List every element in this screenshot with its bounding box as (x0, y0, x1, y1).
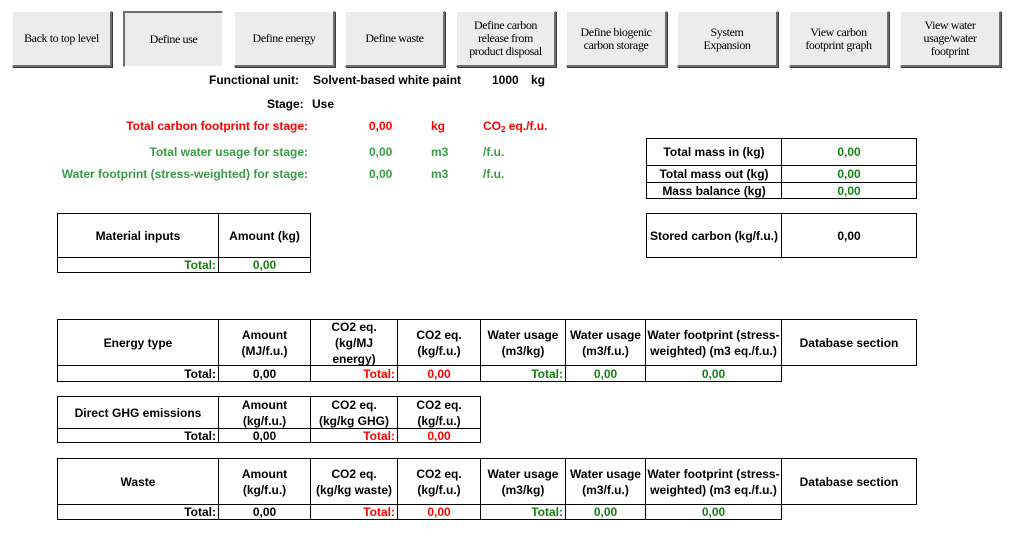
define-waste-button[interactable]: Define waste (345, 11, 445, 67)
energy-total-co2: 0,00 (397, 365, 481, 382)
waste-water-usage-header: Water usage (m3/f.u.) (565, 458, 646, 505)
energy-total-water-label: Total: (480, 365, 566, 382)
stored-carbon-label: Stored carbon (kg/f.u.) (646, 213, 782, 258)
waste-database-section-header: Database section (781, 458, 917, 505)
water-usage-value: 0,00 (369, 145, 393, 159)
water-usage-unit: m3 (431, 145, 449, 159)
energy-total-label: Total: (57, 365, 219, 382)
water-footprint-label: Water footprint (stress-weighted) for stage: (61, 167, 308, 181)
waste-amount-header: Amount (kg/f.u.) (218, 458, 311, 505)
energy-water-usage-factor-header: Water usage (m3/kg) (480, 319, 566, 366)
waste-co2-header: CO2 eq. (kg/f.u.) (397, 458, 481, 505)
energy-water-footprint-header: Water footprint (stress- weighted) (m3 eq./f.u.) (645, 319, 782, 366)
waste-total-co2-label: Total: (310, 504, 398, 520)
total-mass-out-value: 0,00 (781, 165, 917, 183)
functional-unit-label: Functional unit: (209, 73, 299, 87)
ghg-total-amount: 0,00 (218, 428, 311, 443)
mass-balance-value: 0,00 (781, 182, 917, 199)
energy-database-section-header: Database section (781, 319, 917, 366)
water-footprint-unit: m3 (431, 167, 449, 181)
energy-total-co2-label: Total: (310, 365, 398, 382)
waste-total-label: Total: (57, 504, 219, 520)
stage-value: Use (312, 97, 335, 111)
water-usage-per: /f.u. (483, 145, 505, 159)
functional-unit-product: Solvent-based white paint (313, 73, 462, 87)
ghg-emissions-header: Direct GHG emissions (57, 396, 219, 429)
waste-total-water: 0,00 (565, 504, 646, 520)
material-total-value: 0,00 (218, 257, 311, 273)
mass-balance-label: Mass balance (kg) (646, 182, 782, 199)
material-amount-header: Amount (kg) (218, 213, 311, 258)
ghg-amount-header: Amount (kg/f.u.) (218, 396, 311, 429)
waste-total-water-footprint: 0,00 (645, 504, 782, 520)
define-energy-button[interactable]: Define energy (234, 11, 335, 67)
material-total-label: Total: (57, 257, 219, 273)
ghg-total-co2: 0,00 (397, 428, 481, 443)
back-to-top-level-button[interactable]: Back to top level (12, 11, 112, 67)
functional-unit-quantity: 1000 (492, 73, 519, 87)
carbon-footprint-per: $CO_2$ eq./f.u. (483, 119, 548, 134)
carbon-footprint-label: Total carbon footprint for stage: (126, 119, 308, 133)
energy-total-amount: 0,00 (218, 365, 311, 382)
energy-co2-factor-header: CO2 eq. (kg/MJ energy) (310, 319, 398, 366)
define-carbon-release-button[interactable]: Define carbon release from product disposal (456, 11, 556, 67)
energy-total-water: 0,00 (565, 365, 646, 382)
water-usage-label: Total water usage for stage: (149, 145, 308, 159)
waste-total-co2: 0,00 (397, 504, 481, 520)
water-footprint-per: /f.u. (483, 167, 505, 181)
waste-header: Waste (57, 458, 219, 505)
carbon-footprint-value: 0,00 (369, 119, 393, 133)
energy-water-usage-header: Water usage (m3/f.u.) (565, 319, 646, 366)
view-carbon-footprint-graph-button[interactable]: View carbon footprint graph (789, 11, 889, 67)
energy-total-water-footprint: 0,00 (645, 365, 782, 382)
waste-water-footprint-header: Water footprint (stress- weighted) (m3 eq./f.u.) (645, 458, 782, 505)
view-water-footprint-button[interactable]: View water usage/water footprint (900, 11, 1001, 67)
functional-unit-unit: kg (531, 73, 546, 87)
total-mass-in-label: Total mass in (kg) (646, 138, 782, 166)
ghg-co2-factor-header: CO2 eq. (kg/kg GHG) (310, 396, 398, 429)
energy-type-header: Energy type (57, 319, 219, 366)
define-use-button[interactable]: Define use (123, 11, 223, 67)
waste-co2-factor-header: CO2 eq. (kg/kg waste) (310, 458, 398, 505)
waste-total-water-label: Total: (480, 504, 566, 520)
define-biogenic-carbon-button[interactable]: Define biogenic carbon storage (566, 11, 667, 67)
total-mass-in-value: 0,00 (781, 138, 917, 166)
ghg-total-label: Total: (57, 428, 219, 443)
total-mass-out-label: Total mass out (kg) (646, 165, 782, 183)
system-expansion-button[interactable]: System Expansion (677, 11, 778, 67)
ghg-co2-header: CO2 eq. (kg/f.u.) (397, 396, 481, 429)
waste-total-amount: 0,00 (218, 504, 311, 520)
energy-co2-header: CO2 eq. (kg/f.u.) (397, 319, 481, 366)
material-inputs-header: Material inputs (57, 213, 219, 258)
ghg-total-co2-label: Total: (310, 428, 398, 443)
stored-carbon-value: 0,00 (781, 213, 917, 258)
water-footprint-value: 0,00 (369, 167, 393, 181)
carbon-footprint-unit: kg (431, 119, 446, 133)
waste-water-usage-factor-header: Water usage (m3/kg) (480, 458, 566, 505)
stage-label: Stage: (267, 97, 304, 111)
energy-amount-header: Amount (MJ/f.u.) (218, 319, 311, 366)
